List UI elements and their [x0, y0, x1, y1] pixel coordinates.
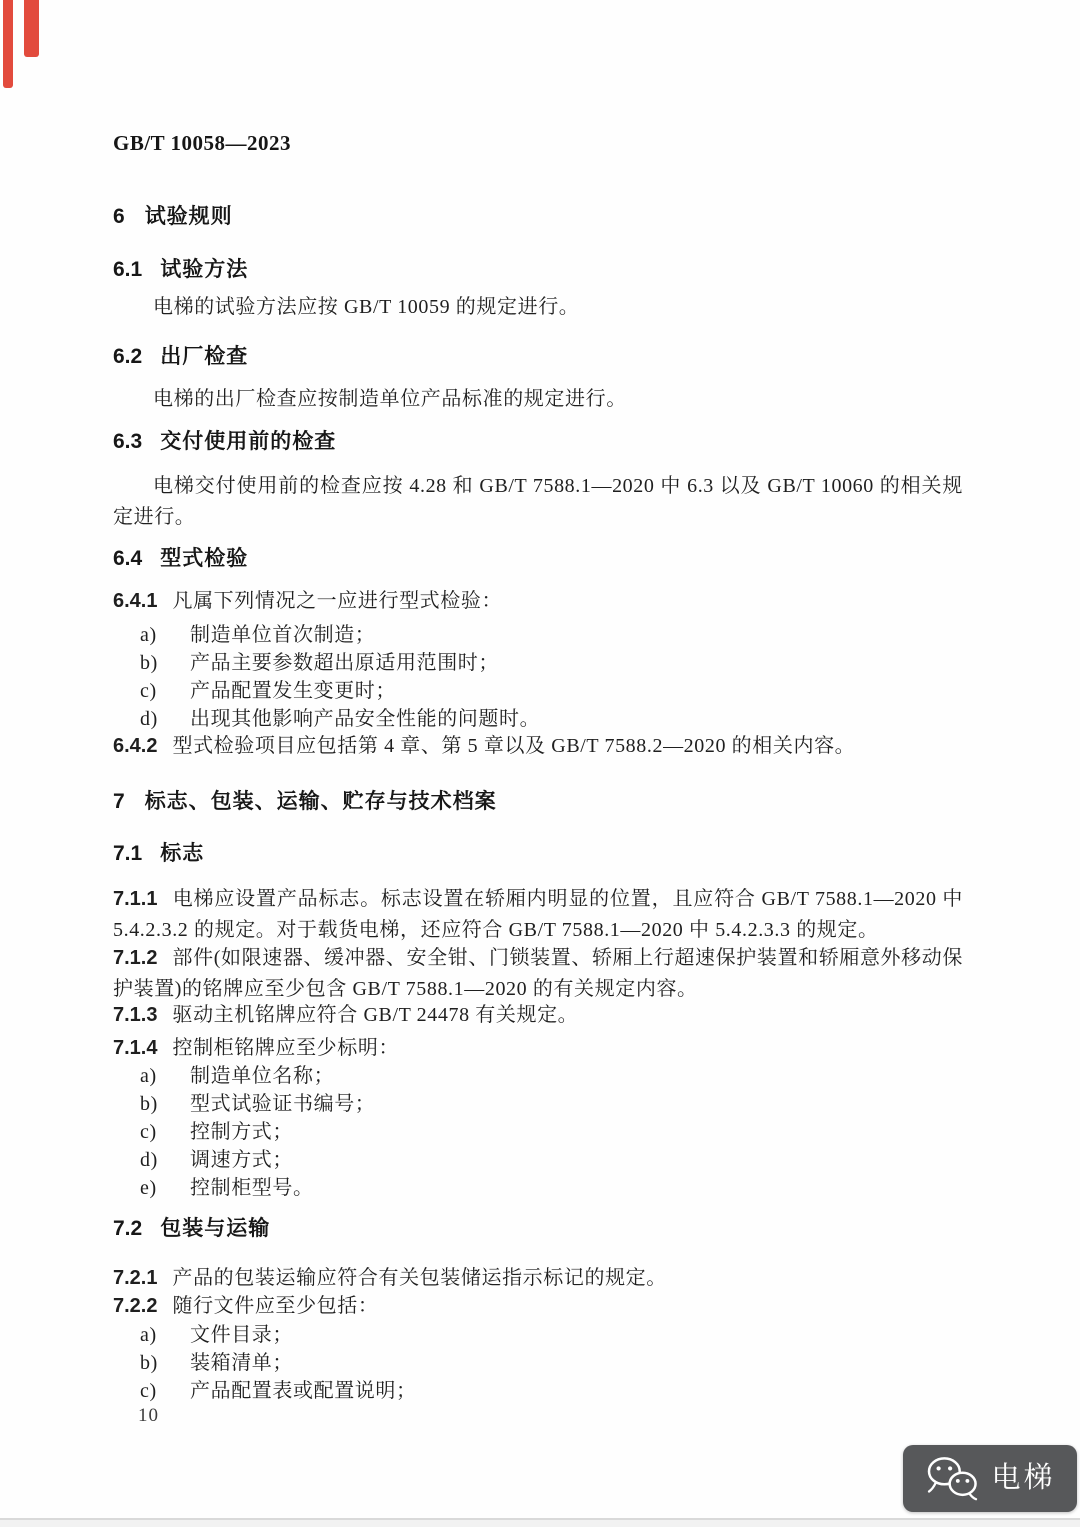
section-number: 7.1 [113, 842, 143, 865]
paragraph: 电梯交付使用前的检查应按 4.28 和 GB/T 7588.1—2020 中 6.3 以及 GB/T 10060 的相关规定进行。 [113, 475, 963, 528]
red-seal-mark [24, 0, 39, 57]
section-heading [113, 431, 963, 453]
list-marker: c) [140, 1380, 157, 1402]
chapter-heading [113, 206, 963, 228]
section-number: 6.4 [113, 547, 143, 570]
list-item [140, 1320, 963, 1351]
list-item-text: 出现其他影响产品安全性能的问题时。 [190, 708, 541, 730]
chapter-heading [113, 791, 963, 813]
list-marker: a) [140, 1324, 157, 1346]
list-item-text: 产品主要参数超出原适用范围时； [190, 652, 499, 674]
list-marker: c) [140, 680, 157, 702]
page-number: 10 [138, 1405, 159, 1426]
clause-text: 控制柜铭牌应至少标明： [172, 1037, 400, 1059]
clause-paragraph [113, 1033, 963, 1064]
clause-text: 产品的包装运输应符合有关包装储运指示标记的规定。 [172, 1267, 667, 1289]
list-item [140, 1376, 963, 1407]
bottom-edge-strip [0, 1520, 1080, 1527]
section-heading [113, 1218, 963, 1240]
clause-number: 7.2.2 [113, 1295, 158, 1317]
section-title: 型式检验 [160, 547, 249, 570]
clause-number: 7.1.2 [113, 947, 158, 969]
clause-text: 驱动主机铭牌应符合 GB/T 24478 有关规定。 [172, 1004, 579, 1026]
wechat-icon [924, 1455, 982, 1503]
list-marker: a) [140, 624, 157, 646]
clause-text: 凡属下列情况之一应进行型式检验： [172, 590, 503, 612]
list-item [140, 648, 963, 679]
list-item-text: 制造单位首次制造； [190, 624, 376, 646]
section-title: 交付使用前的检查 [160, 430, 337, 453]
clause-paragraph [113, 1291, 963, 1322]
watermark-label: 电梯 [991, 1462, 1056, 1494]
clause-number: 7.1.3 [113, 1004, 158, 1026]
list-item [140, 1061, 963, 1092]
wechat-watermark-badge [903, 1445, 1077, 1512]
clause-paragraph [113, 1000, 963, 1031]
section-title: 标志 [160, 842, 205, 865]
section-title: 包装与运输 [160, 1217, 271, 1240]
list-item-text: 产品配置表或配置说明； [190, 1380, 417, 1402]
clause-number: 6.4.2 [113, 735, 158, 757]
list-item [140, 620, 963, 651]
clause-text: 部件(如限速器、缓冲器、安全钳、门锁装置、轿厢上行超速保护装置和轿厢意外移动保护装置)的铭牌应至少包含 GB/T 7588.1—2020 的有关规定内容。 [113, 947, 963, 1000]
clause-text: 随行文件应至少包括： [172, 1295, 379, 1317]
chapter-number: 7 [113, 790, 125, 813]
list-item-text: 调速方式； [190, 1149, 293, 1171]
standard-code-header: GB/T 10058—2023 [113, 131, 292, 155]
clause-paragraph [113, 884, 963, 946]
list-marker: e) [140, 1177, 157, 1199]
clause-paragraph [113, 586, 963, 617]
list-item-text: 控制柜型号。 [190, 1177, 314, 1199]
section-number: 7.2 [113, 1217, 143, 1240]
section-title: 试验方法 [160, 258, 249, 281]
list-marker: d) [140, 708, 158, 730]
list-item-text: 装箱清单； [190, 1352, 293, 1374]
paragraph: 电梯的出厂检查应按制造单位产品标准的规定进行。 [153, 388, 627, 410]
chapter-title: 试验规则 [144, 205, 233, 228]
section-number: 6.2 [113, 345, 143, 368]
list-marker: a) [140, 1065, 157, 1087]
red-seal-mark [3, 0, 13, 88]
clause-number: 6.4.1 [113, 590, 158, 612]
list-item [140, 1348, 963, 1379]
list-marker: b) [140, 652, 158, 674]
list-item [140, 1145, 963, 1176]
clause-text: 型式检验项目应包括第 4 章、第 5 章以及 GB/T 7588.2—2020 的相关内容。 [172, 735, 856, 757]
list-marker: c) [140, 1121, 157, 1143]
list-item-text: 型式试验证书编号； [190, 1093, 376, 1115]
list-item [140, 1117, 963, 1148]
section-heading [113, 259, 963, 281]
list-item-text: 制造单位名称； [190, 1065, 335, 1087]
list-item-text: 文件目录； [190, 1324, 293, 1346]
section-heading [113, 548, 963, 570]
clause-paragraph [113, 943, 963, 1005]
list-item [140, 1089, 963, 1120]
clause-paragraph [113, 731, 963, 762]
chapter-title: 标志、包装、运输、贮存与技术档案 [144, 790, 497, 813]
clause-number: 7.2.1 [113, 1267, 158, 1289]
list-item [140, 1173, 963, 1204]
list-item-text: 控制方式； [190, 1121, 293, 1143]
chapter-number: 6 [113, 205, 125, 228]
list-item-text: 产品配置发生变更时； [190, 680, 396, 702]
list-item [140, 676, 963, 707]
clause-number: 7.1.1 [113, 888, 158, 910]
clause-number: 7.1.4 [113, 1037, 158, 1059]
paragraph: 电梯的试验方法应按 GB/T 10059 的规定进行。 [153, 296, 580, 318]
list-marker: d) [140, 1149, 158, 1171]
list-marker: b) [140, 1352, 158, 1374]
clause-text: 电梯应设置产品标志。标志设置在轿厢内明显的位置，且应符合 GB/T 7588.1—2020 中 5.4.2.3.2 的规定。对于载货电梯，还应符合 GB/T 7588.1—2020 中 5.4.2.3.3 的规定。 [113, 888, 963, 941]
section-title: 出厂检查 [160, 345, 249, 368]
clause-paragraph [113, 1263, 963, 1294]
section-heading [113, 843, 963, 865]
section-heading [113, 346, 963, 368]
section-number: 6.3 [113, 430, 143, 453]
list-marker: b) [140, 1093, 158, 1115]
section-number: 6.1 [113, 258, 143, 281]
